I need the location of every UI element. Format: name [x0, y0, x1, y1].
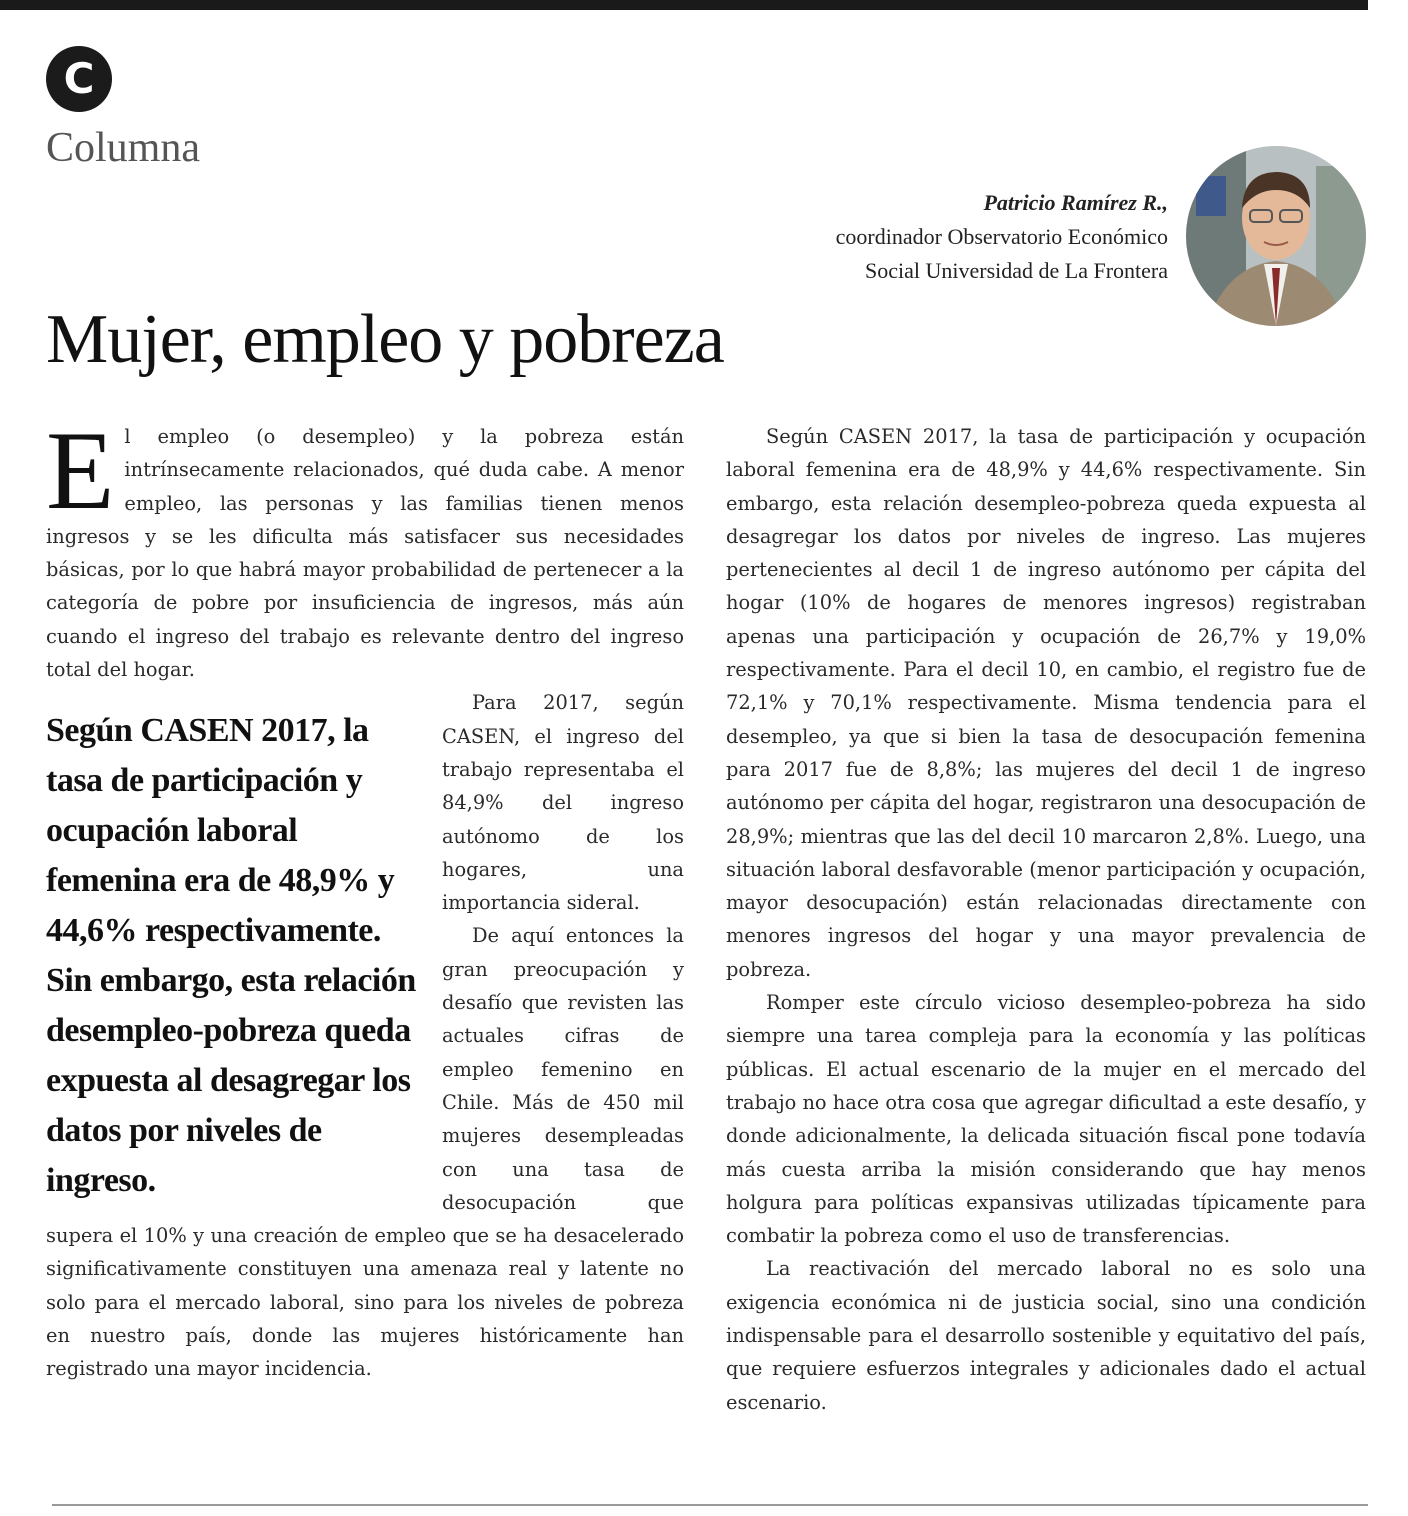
article-column-left	[46, 409, 684, 1386]
article-paragraph: Romper este círculo vicioso desempleo-pobreza ha sido siempre una tarea compleja para la economía y las políticas públicas. El actual escenario de la mujer en el mercado del trabajo no hace otra cosa que agregar dificultad a este desafío, y donde adicionalmente, la delicada situación fiscal pone todavía más cuesta arriba la misión considerando que hay menos holgura para políticas expansivas utilizadas típicamente para combatir la pobreza como el uso de transferencias.	[726, 991, 1366, 1248]
paragraph-text: l empleo (o desempleo) y la pobreza están intrínsecamente relacionados, qué duda cabe. A menor empleo, las personas y las familias tienen menos ingresos y se les dificulta más satisfacer sus necesidades básicas, por lo que habrá mayor probabilidad de pertenecer a la categoría de pobre por insuficiencia de ingresos, más aún cuando el ingreso del trabajo es relevante dentro del ingreso total del hogar.	[46, 425, 684, 682]
article-paragraph	[46, 409, 684, 686]
article-paragraph: Para 2017, según CASEN, el ingreso del trabajo representaba el 84,9% del ingreso autónomo de los hogares, una importancia sideral.	[442, 691, 684, 915]
headline: Mujer, empleo y pobreza	[46, 301, 724, 378]
bottom-rule	[52, 1504, 1368, 1506]
section-label: Columna	[46, 125, 200, 171]
author-role-line2: Social Universidad de La Frontera	[864, 258, 1168, 283]
article-column-right	[726, 420, 1366, 1419]
drop-cap: E	[46, 409, 115, 533]
top-rule	[0, 0, 1368, 10]
author-photo-illustration	[1186, 146, 1366, 326]
author-photo	[1186, 146, 1366, 326]
author-name: Patricio Ramírez R.,	[983, 190, 1168, 215]
section-badge-letter: C	[63, 54, 95, 103]
author-byline	[836, 186, 1168, 288]
article-paragraph: Según CASEN 2017, la tasa de participación y ocupación laboral femenina era de 48,9% y 44,6% respectivamente. Sin embargo, esta relación desempleo-pobreza queda expuesta al desagregar los datos por niveles de ingreso. Las mujeres pertenecientes al decil 1 de ingreso autónomo per cápita del hogar (10% de hogares de menores ingresos) registraban apenas una participación y ocupación de 26,7% y 19,0% respectivamente. Para el decil 10, en cambio, el registro fue de 72,1% y 70,1% respectivamente. Misma tendencia para el desempleo, ya que si bien la tasa de desocupación femenina para 2017 fue de 8,8%; las mujeres del decil 1 de ingreso autónomo per cápita del hogar, registraron una desocupación de 28,9%; mientras que las del decil 10 marcaron 2,8%. Luego, una situación laboral desfavorable (menor participación y ocupación, mayor desocupación) están relacionadas directamente con menores ingresos del hogar y una mayor prevalencia de pobreza.	[726, 425, 1366, 981]
author-role-line1: coordinador Observatorio Económico	[835, 224, 1168, 249]
section-badge	[46, 46, 112, 112]
article-paragraph: La reactivación del mercado laboral no es solo una exigencia económica ni de justicia social, sino una condición indispensable para el desarrollo sostenible y equitativo del país, que requiere esfuerzos integrales y adicionales dado el actual escenario.	[726, 1257, 1366, 1414]
pull-quote: Según CASEN 2017, la tasa de participación y ocupación laboral femenina era de 48,9% y 44,6% respectivamente. Sin embargo, esta relación desempleo-pobreza queda expuesta al desagregar los datos por niveles de ingreso.	[46, 712, 416, 1200]
article-paragraph: De aquí entonces la gran preocupación y desafío que revisten las actuales cifras de empleo femenino en Chile. Más de 450 mil mujeres desempleadas con una tasa de desocupación que supera el 10% y una creación de empleo que se ha desacelerado significativamente constituyen una amenaza real y latente no solo para el mercado laboral, sino para los niveles de pobreza en nuestro país, donde las mujeres históricamente han registrado una mayor incidencia.	[46, 924, 684, 1381]
